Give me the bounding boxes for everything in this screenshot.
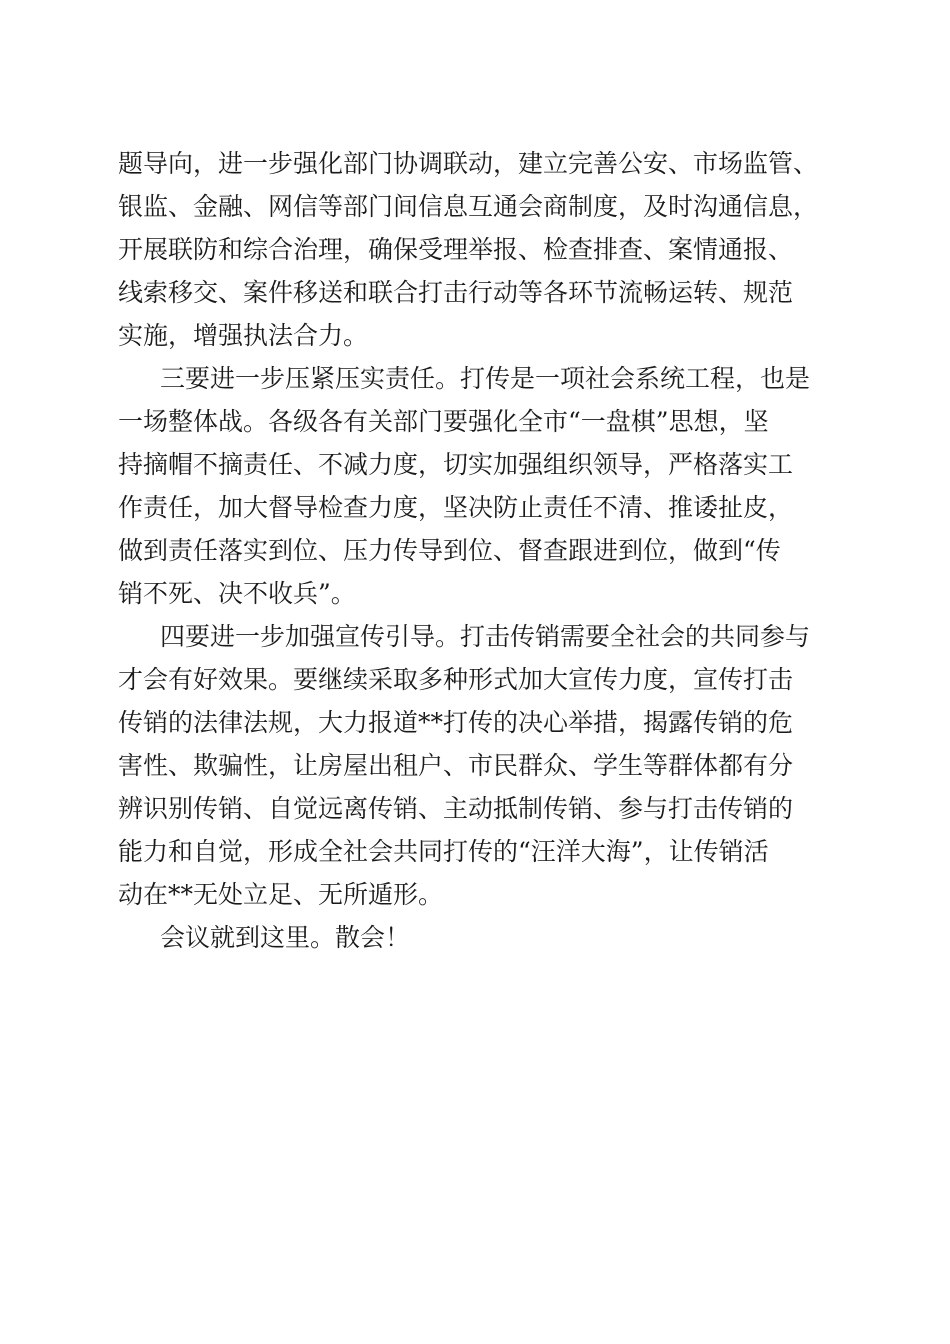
text-line: 四要进一步加强宣传引导。打击传销需要全社会的共同参与 <box>160 622 811 651</box>
text-line: 能力和自觉，形成全社会共同打传的“汪洋大海”，让传销活 <box>118 837 769 866</box>
text-line: 题导向，进一步强化部门协调联动，建立完善公安、市场监管、 <box>118 149 819 178</box>
text-line: 开展联防和综合治理，确保受理举报、检查排查、案情通报、 <box>118 235 794 264</box>
text-line: 线索移交、案件移送和联合打击行动等各环节流畅运转、规范 <box>118 278 794 307</box>
text-line: 实施，增强执法合力。 <box>118 321 369 350</box>
text-line: 才会有好效果。要继续采取多种形式加大宣传力度，宣传打击 <box>118 665 794 694</box>
text-line: 辨识别传销、自觉远离传销、主动抵制传销、参与打击传销的 <box>118 794 794 823</box>
text-line: 会议就到这里。散会！ <box>160 923 411 952</box>
text-line: 动在**无处立足、无所遁形。 <box>118 880 444 909</box>
text-line: 害性、欺骗性，让房屋出租户、市民群众、学生等群体都有分 <box>118 751 794 780</box>
text-line: 银监、金融、网信等部门间信息互通会商制度，及时沟通信息， <box>118 192 819 221</box>
text-line: 一场整体战。各级各有关部门要强化全市“一盘棋”思想，坚 <box>118 407 769 436</box>
text-line: 作责任，加大督导检查力度，坚决防止责任不清、推诿扯皮， <box>118 493 794 522</box>
text-line: 做到责任落实到位、压力传导到位、督查跟进到位，做到“传 <box>118 536 781 565</box>
text-line: 销不死、决不收兵”。 <box>118 579 356 608</box>
text-line: 持摘帽不摘责任、不减力度，切实加强组织领导，严格落实工 <box>118 450 794 479</box>
text-line: 传销的法律法规，大力报道**打传的决心举措，揭露传销的危 <box>118 708 794 737</box>
text-line: 三要进一步压紧压实责任。打传是一项社会系统工程，也是 <box>160 364 811 393</box>
